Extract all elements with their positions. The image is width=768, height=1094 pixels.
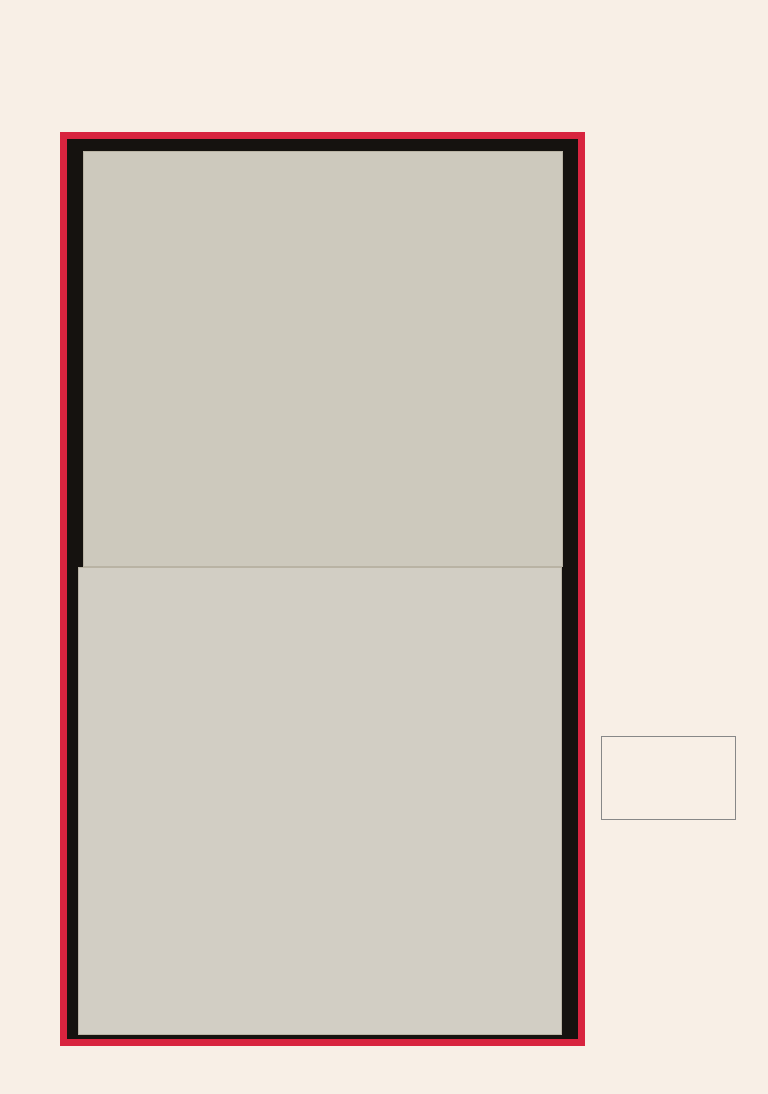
mount-border <box>67 139 578 1039</box>
description <box>601 220 741 228</box>
note-box <box>601 736 736 820</box>
sheet-top <box>83 151 563 567</box>
stamp-mount <box>60 132 585 1046</box>
sheet-bottom <box>78 567 562 1035</box>
page-title <box>70 52 78 74</box>
